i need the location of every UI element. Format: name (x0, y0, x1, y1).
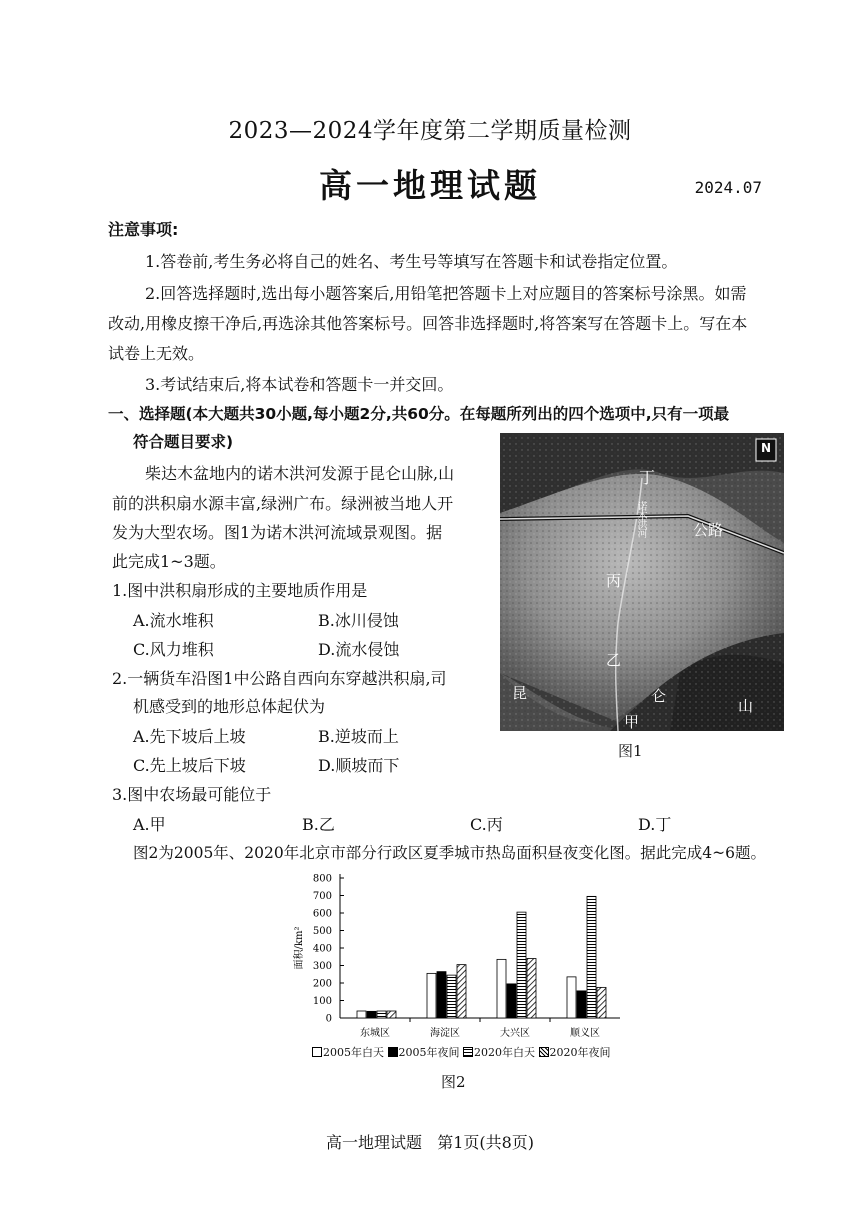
y-tick-label-400: 400 (312, 943, 332, 955)
x-category-label-海淀区: 海淀区 (430, 1028, 460, 1039)
map-label-ding: 丁 (639, 468, 656, 487)
bar-大兴区-2020年白天 (517, 912, 526, 1018)
bar-大兴区-2005年白天 (497, 959, 506, 1018)
bar-海淀区-2020年夜间 (457, 965, 466, 1018)
x-category-label-顺义区: 顺义区 (570, 1028, 600, 1039)
map-label-river: 诺木洪河 (635, 501, 646, 537)
bar-海淀区-2005年白天 (427, 973, 436, 1018)
bar-海淀区-2020年白天 (447, 975, 456, 1018)
y-tick-label-0: 0 (325, 1013, 332, 1025)
notice-item-3: 3.考试结束后,将本试卷和答题卡一并交回。 (145, 375, 454, 394)
y-axis-label: 面积/km² (294, 926, 305, 970)
legend-swatch-2005-day (312, 1047, 322, 1057)
question-3-option-c: C.丙 (470, 815, 503, 834)
bar-顺义区-2020年夜间 (597, 987, 606, 1018)
bar-海淀区-2005年夜间 (437, 972, 446, 1018)
question-1-option-d: D.流水侵蚀 (318, 640, 400, 659)
question-3-stem: 3.图中农场最可能位于 (112, 785, 272, 804)
legend-swatch-2020-night (539, 1047, 549, 1057)
question-1-option-a: A.流水堆积 (133, 611, 214, 630)
exam-date: 2024.07 (694, 178, 762, 197)
y-tick-label-800: 800 (312, 873, 332, 885)
passage-1-line-3: 发为大型农场。图1为诺木洪河流域景观图。据 (112, 523, 443, 542)
x-category-label-东城区: 东城区 (360, 1028, 390, 1039)
bar-顺义区-2005年白天 (567, 977, 576, 1018)
question-3-option-a: A.甲 (133, 815, 166, 834)
map-label-shan: 山 (738, 697, 754, 715)
question-1-stem: 1.图中洪积扇形成的主要地质作用是 (112, 581, 368, 600)
section-1-heading-cont: 符合题目要求) (133, 433, 234, 451)
map-label-jia: 甲 (624, 713, 640, 731)
notice-item-2-line-2: 改动,用橡皮擦干净后,再选涂其他答案标号。回答非选择题时,将答案写在答题卡上。写在本 (108, 314, 748, 333)
map-label-road: 公路 (693, 521, 724, 539)
question-1-option-b: B.冰川侵蚀 (318, 611, 399, 630)
question-2-stem-line-1: 2.一辆货车沿图1中公路自西向东穿越洪积扇,司 (112, 669, 447, 688)
legend-label-2020-night: 2020年夜间 (549, 1046, 611, 1059)
notice-item-2-line-3: 试卷上无效。 (108, 344, 205, 363)
bar-东城区-2005年夜间 (367, 1011, 376, 1018)
notice-item-1: 1.答卷前,考生务必将自己的姓名、考生号等填写在答题卡和试卷指定位置。 (145, 252, 678, 271)
map-label-lun: 仑 (651, 687, 667, 705)
question-2-option-c: C.先上坡后下坡 (133, 756, 246, 775)
chart-legend (312, 1044, 611, 1060)
bar-东城区-2020年夜间 (387, 1011, 396, 1018)
term-title: 2023—2024学年度第二学期质量检测 (228, 118, 632, 144)
legend-label-2005-night: 2005年夜间 (398, 1046, 460, 1059)
y-tick-label-100: 100 (312, 996, 332, 1007)
figure-2-chart (290, 868, 630, 1068)
legend-label-2005-day: 2005年白天 (323, 1046, 384, 1059)
passage-1-line-2: 前的洪积扇水源丰富,绿洲广布。绿洲被当地人开 (112, 494, 454, 513)
y-tick-label-500: 500 (312, 926, 332, 937)
bar-顺义区-2005年夜间 (577, 991, 586, 1018)
legend-swatch-2020-day (463, 1047, 473, 1057)
question-2-option-b: B.逆坡而上 (318, 727, 399, 746)
figure-1-landscape-image (500, 433, 784, 731)
chart-svg (290, 868, 630, 1068)
section-1-heading: 一、选择题(本大题共30小题,每小题2分,共60分。在每题所列出的四个选项中,只有一项最 (108, 405, 730, 423)
map-label-yi: 乙 (606, 651, 622, 669)
question-3-option-b: B.乙 (302, 815, 335, 834)
question-2-option-d: D.顺坡而下 (318, 756, 400, 775)
bar-顺义区-2020年白天 (587, 896, 596, 1018)
question-2-stem-line-2: 机感受到的地形总体起伏为 (133, 697, 326, 716)
y-tick-label-300: 300 (312, 961, 332, 972)
legend-swatch-2005-night (388, 1047, 398, 1057)
notice-heading: 注意事项: (108, 220, 179, 239)
exam-title: 高一地理试题 (319, 166, 541, 205)
y-tick-label-700: 700 (312, 891, 332, 902)
bar-大兴区-2020年夜间 (527, 959, 536, 1019)
question-1-option-c: C.风力堆积 (133, 640, 214, 659)
legend-label-2020-day: 2020年白天 (474, 1046, 535, 1059)
map-label-bing: 丙 (606, 572, 622, 590)
north-arrow-icon: N (761, 441, 772, 455)
passage-1-line-1: 柴达木盆地内的诺木洪河发源于昆仑山脉,山 (145, 464, 455, 483)
bar-大兴区-2005年夜间 (507, 984, 516, 1018)
page-footer: 高一地理试题 第1页(共8页) (325, 1133, 535, 1152)
question-2-option-a: A.先下坡后上坡 (133, 727, 246, 746)
bar-东城区-2005年白天 (357, 1011, 366, 1018)
x-category-label-大兴区: 大兴区 (500, 1028, 530, 1039)
passage-1-line-4: 此完成1~3题。 (112, 552, 226, 571)
bar-东城区-2020年白天 (377, 1011, 386, 1018)
question-3-option-d: D.丁 (638, 815, 672, 834)
notice-item-2-line-1: 2.回答选择题时,选出每小题答案后,用铅笔把答题卡上对应题目的答案标号涂黑。如需 (145, 284, 747, 303)
map-label-kun: 昆 (512, 684, 528, 702)
y-tick-label-200: 200 (312, 978, 332, 990)
y-tick-label-600: 600 (312, 908, 332, 920)
figure-2-caption: 图2 (441, 1073, 466, 1091)
figure-1-caption: 图1 (618, 742, 643, 760)
passage-2: 图2为2005年、2020年北京市部分行政区夏季城市热岛面积昼夜变化图。据此完成4~6题。 (133, 844, 766, 862)
